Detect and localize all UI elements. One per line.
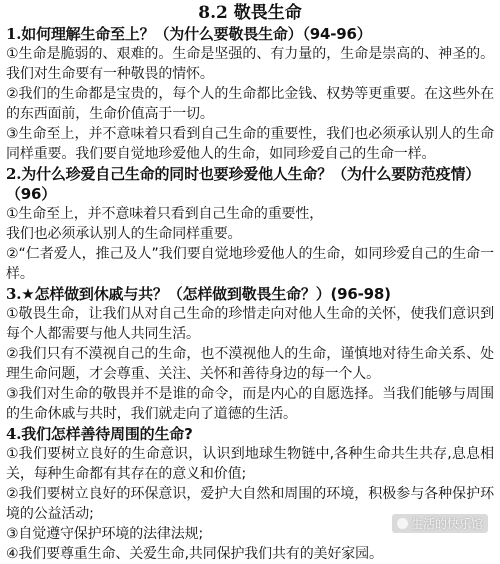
question-number: 1. bbox=[6, 25, 22, 43]
section-1 bbox=[6, 24, 494, 164]
page-reference: （96） bbox=[6, 185, 57, 203]
section-2 bbox=[6, 164, 494, 284]
question-text: 如何理解生命至上？（为什么要敬畏生命） bbox=[21, 25, 303, 43]
answer-paragraph: ①敬畏生命，让我们从对自己生命的珍惜走向对他人生命的关怀，使我们意识到每个人都需要与他人共同生活。 bbox=[6, 306, 494, 342]
watermark bbox=[392, 514, 488, 533]
answer-paragraph: ②“仁者爱人，推己及人”我们要自觉地珍爱他人的生命，如同珍爱自己的生命一样。 bbox=[6, 246, 494, 282]
page-title: 8.2 敬畏生命 bbox=[198, 3, 302, 23]
watermark-text: 生活的快乐馆 bbox=[410, 517, 483, 531]
watermark-logo-icon bbox=[397, 518, 408, 529]
section-4 bbox=[6, 424, 494, 564]
answer-paragraph: ③生命至上，并不意味着只看到自己生命的重要性，我们也必须承认别人的生命同样重要。我们要自觉地珍爱他人的生命，如同珍爱自己的生命一样。 bbox=[6, 126, 494, 162]
page-reference: （94-96） bbox=[302, 25, 372, 43]
page-reference: (96-98) bbox=[330, 285, 391, 303]
question-text: 为什么珍爱自己生命的同时也要珍爱他人生命？（为什么要防范疫情） bbox=[21, 165, 481, 183]
question-heading bbox=[6, 24, 494, 44]
answer-paragraph: ③自觉遵守保护环境的法律法规; bbox=[6, 526, 204, 542]
answer-paragraph: ①我们要树立良好的生命意识，认识到地球生物链中,各种生命共生共存,息息相关，每种生命都有其存在的意义和价值; bbox=[6, 446, 494, 482]
question-heading bbox=[6, 284, 494, 304]
question-number: 3. bbox=[6, 285, 22, 303]
answer-paragraph: ③我们对生命的敬畏并不是谁的命令，而是内心的自愿选择。当我们能够与周围的生命休戚与共时，我们就走向了道德的生活。 bbox=[6, 386, 494, 422]
answer-paragraph: ①生命至上，并不意味着只看到自己生命的重要性， bbox=[6, 206, 324, 222]
question-text: 怎样做到休戚与共？（怎样做到敬畏生命？） bbox=[34, 285, 331, 303]
question-number: 4. bbox=[6, 425, 22, 443]
question-heading bbox=[6, 164, 494, 204]
section-3 bbox=[6, 284, 494, 424]
question-heading bbox=[6, 424, 494, 444]
question-text: 我们怎样善待周围的生命? bbox=[21, 425, 193, 443]
answer-paragraph: ②我们的生命都是宝贵的，每个人的生命都比金钱、权势等更重要。在这些外在的东西面前，生命价值高于一切。 bbox=[6, 86, 494, 122]
answer-paragraph: ④我们要尊重生命、关爱生命,共同保护我们共有的美好家园。 bbox=[6, 546, 383, 562]
question-number: 2. bbox=[6, 165, 22, 183]
answer-paragraph: ①生命是脆弱的、艰难的。生命是坚强的、有力量的，生命是崇高的、神圣的。我们对生命要有一种敬畏的情怀。 bbox=[6, 46, 494, 82]
answer-paragraph: ②我们只有不漠视自己的生命，也不漠视他人的生命，谨慎地对待生命关系、处理生命问题，才会尊重、关注、关怀和善待身边的每一个人。 bbox=[6, 346, 494, 382]
star-icon: ★ bbox=[21, 285, 35, 303]
answer-paragraph: ②我们要树立良好的环保意识，爱护大自然和周围的环境，积极参与各种保护环境的公益活动; bbox=[6, 486, 494, 522]
answer-paragraph: 我们也必须承认别人的生命同样重要。 bbox=[6, 226, 242, 242]
